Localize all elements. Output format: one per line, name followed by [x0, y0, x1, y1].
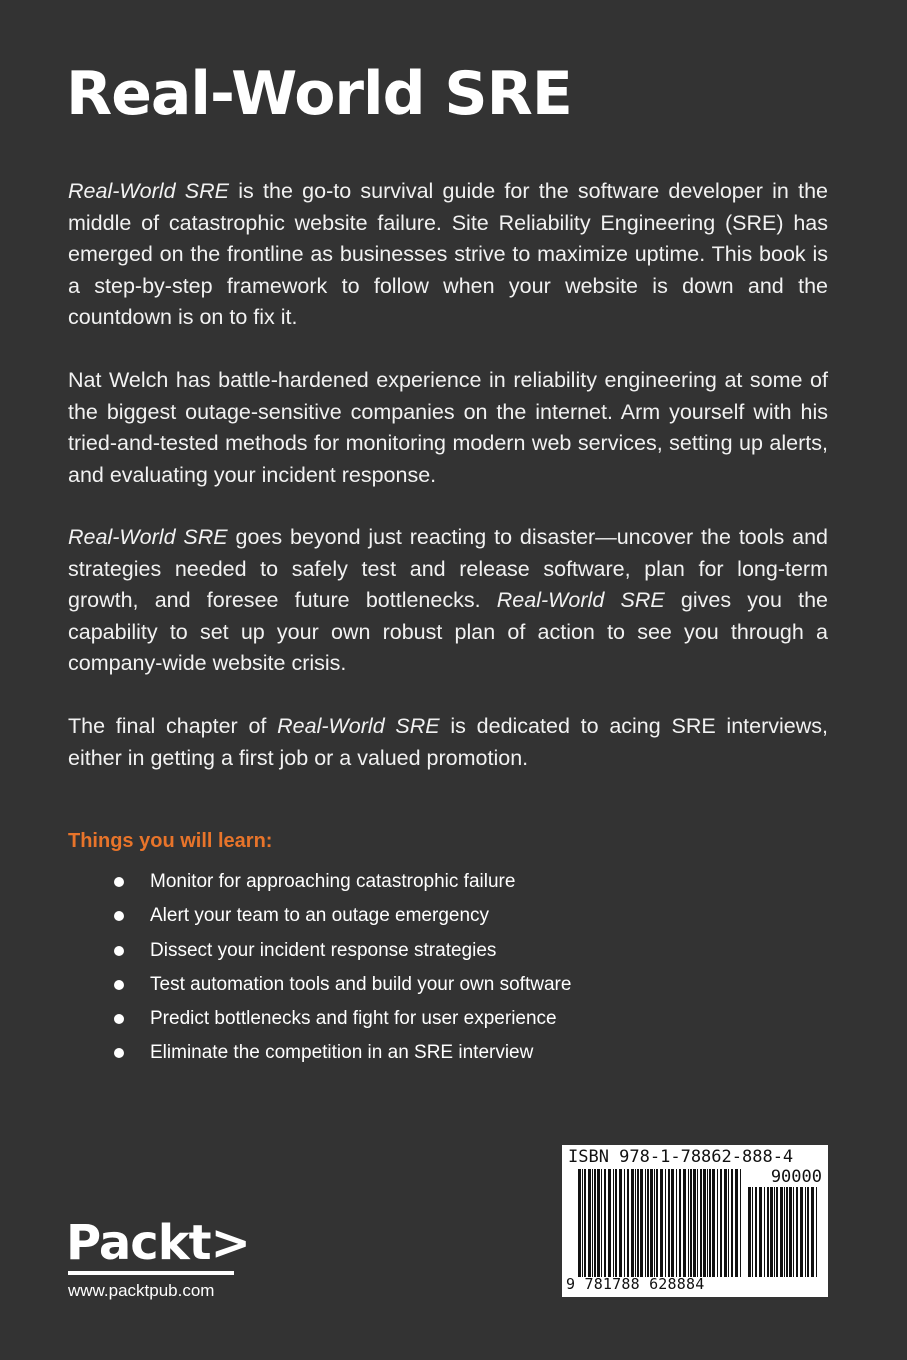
paragraph-text: goes beyond just reacting to disaster—uncover the tools and strategies needed to safely test and release software, plan for long-term growth, and foresee future bottlenecks.: [68, 525, 828, 612]
barcode-bar: [654, 1169, 655, 1277]
book-title: Real-World SRE: [66, 59, 572, 129]
book-title-italic: Real-World SRE: [277, 714, 440, 738]
list-item: [114, 865, 714, 899]
barcode-bar: [688, 1169, 689, 1277]
barcode-bar: [728, 1169, 729, 1277]
barcode-bar: [650, 1169, 653, 1277]
barcode-bar: [584, 1169, 586, 1277]
barcode-bar: [597, 1169, 600, 1277]
packt-logo-text: Packt>: [66, 1215, 250, 1271]
barcode-bar: [582, 1169, 583, 1277]
barcode-bar: [707, 1169, 708, 1277]
barcode-bar: [631, 1169, 634, 1277]
description-paragraph-2: Nat Welch has battle-hardened experience in reliability engineering at some of the biggest outage-sensitive companies on the internet. Arm yourself with his tried-and-tested methods for monitoring modern web services, setting up alerts, and evaluating your incident response.: [68, 368, 828, 487]
barcode-bar: [789, 1187, 792, 1277]
isbn-label: ISBN 978-1-78862-888-4: [568, 1147, 794, 1167]
barcode: [562, 1145, 828, 1297]
barcode-bar: [720, 1169, 722, 1277]
barcode-bar: [578, 1169, 581, 1277]
barcode-bar: [770, 1187, 773, 1277]
barcode-bar: [637, 1169, 639, 1277]
barcode-bar: [774, 1187, 775, 1277]
description-paragraph-1: [68, 176, 828, 334]
barcode-bar: [764, 1187, 765, 1277]
ean-bars: [578, 1169, 742, 1277]
barcode-bar: [604, 1169, 606, 1277]
barcode-bar: [613, 1169, 614, 1277]
barcode-bar: [645, 1169, 646, 1277]
bullet-icon: [114, 911, 124, 921]
barcode-bar: [635, 1169, 636, 1277]
list-item-text: Eliminate the competition in an SRE interview: [150, 1042, 534, 1064]
addon-bars: [748, 1187, 820, 1277]
barcode-bar: [731, 1169, 733, 1277]
barcode-bar: [748, 1187, 751, 1277]
barcode-bar: [693, 1169, 696, 1277]
barcode-bar: [665, 1169, 666, 1277]
paragraph-text: The final chapter of: [68, 714, 278, 738]
barcode-bar: [712, 1169, 715, 1277]
packt-logo: [66, 1215, 250, 1275]
barcode-bar: [690, 1169, 692, 1277]
barcode-bar: [805, 1187, 806, 1277]
barcode-bar: [709, 1169, 711, 1277]
barcode-bar: [683, 1169, 686, 1277]
barcode-bar: [660, 1169, 663, 1277]
barcode-bar: [786, 1187, 788, 1277]
barcode-bar: [793, 1187, 794, 1277]
paragraph-text: is dedicated to acing SRE interviews, either in getting a first job or a valued promotion.: [68, 714, 828, 770]
learn-list: [114, 865, 714, 1071]
barcode-bar: [724, 1169, 727, 1277]
ean-digits: 9 781788 628884: [566, 1275, 705, 1293]
barcode-bar: [668, 1169, 670, 1277]
barcode-bar: [807, 1187, 809, 1277]
learn-heading: Things you will learn:: [68, 830, 273, 852]
barcode-bar: [776, 1187, 778, 1277]
barcode-bar: [615, 1169, 617, 1277]
list-item: [114, 899, 714, 933]
barcode-bar: [640, 1169, 643, 1277]
list-item: [114, 1036, 714, 1070]
list-item-text: Dissect your incident response strategies: [150, 939, 497, 961]
book-title-italic: Real-World SRE: [496, 588, 665, 612]
paragraph-text: gives you the capability to set up your own robust plan of action to see you through a company-wide website crisis.: [68, 588, 829, 675]
barcode-bar: [784, 1187, 785, 1277]
barcode-bar: [619, 1169, 622, 1277]
bullet-icon: [114, 1048, 124, 1058]
barcode-bar: [679, 1169, 681, 1277]
barcode-bar: [703, 1169, 706, 1277]
barcode-bar: [780, 1187, 783, 1277]
barcode-bar: [594, 1169, 596, 1277]
description-paragraph-4: [68, 711, 828, 774]
barcode-bar: [759, 1187, 762, 1277]
barcode-bar: [811, 1187, 814, 1277]
barcode-bar: [601, 1169, 602, 1277]
barcode-bar: [800, 1187, 803, 1277]
barcode-bar: [740, 1169, 741, 1277]
logo-underline: [68, 1271, 234, 1275]
paragraph-text: is the go-to survival guide for the software developer in the middle of catastrophic website failure. Site Reliability Engineering (SRE) has emerged on the frontline as businesses strive to maximize uptime. This book is a step-by-step framework to follow when your website is down and the countdown is on to fix it.: [68, 179, 828, 329]
publisher-url: www.packtpub.com: [68, 1281, 215, 1300]
barcode-bar: [656, 1169, 658, 1277]
book-title-italic: Real-World SRE: [68, 525, 228, 549]
barcode-bar: [627, 1169, 629, 1277]
barcode-bar: [647, 1169, 649, 1277]
list-item-text: Predict bottlenecks and fight for user experience: [150, 1008, 557, 1030]
description-paragraph-3: [68, 522, 828, 680]
barcode-bar: [676, 1169, 677, 1277]
bullet-icon: [114, 877, 124, 887]
list-item: [114, 1002, 714, 1036]
bullet-icon: [114, 1014, 124, 1024]
book-title-italic: Real-World SRE: [68, 179, 229, 203]
barcode-bar: [588, 1169, 591, 1277]
list-item-text: Monitor for approaching catastrophic failure: [150, 871, 516, 892]
barcode-bar: [700, 1169, 702, 1277]
list-item: [114, 934, 714, 968]
barcode-bar: [755, 1187, 757, 1277]
list-item-text: Alert your team to an outage emergency: [150, 905, 490, 927]
list-item: [114, 968, 714, 1002]
barcode-bar: [752, 1187, 753, 1277]
barcode-bar: [767, 1187, 769, 1277]
barcode-bar: [735, 1169, 738, 1277]
barcode-bar: [717, 1169, 718, 1277]
list-item-text: Test automation tools and build your own software: [150, 973, 572, 995]
bullet-icon: [114, 946, 124, 956]
barcode-bar: [608, 1169, 611, 1277]
barcode-bar: [816, 1187, 817, 1277]
price-code: 90000: [770, 1167, 822, 1187]
bullet-icon: [114, 980, 124, 990]
barcode-bar: [697, 1169, 698, 1277]
barcode-bar: [796, 1187, 798, 1277]
barcode-bar: [671, 1169, 674, 1277]
barcode-bar: [592, 1169, 593, 1277]
barcode-bar: [624, 1169, 625, 1277]
